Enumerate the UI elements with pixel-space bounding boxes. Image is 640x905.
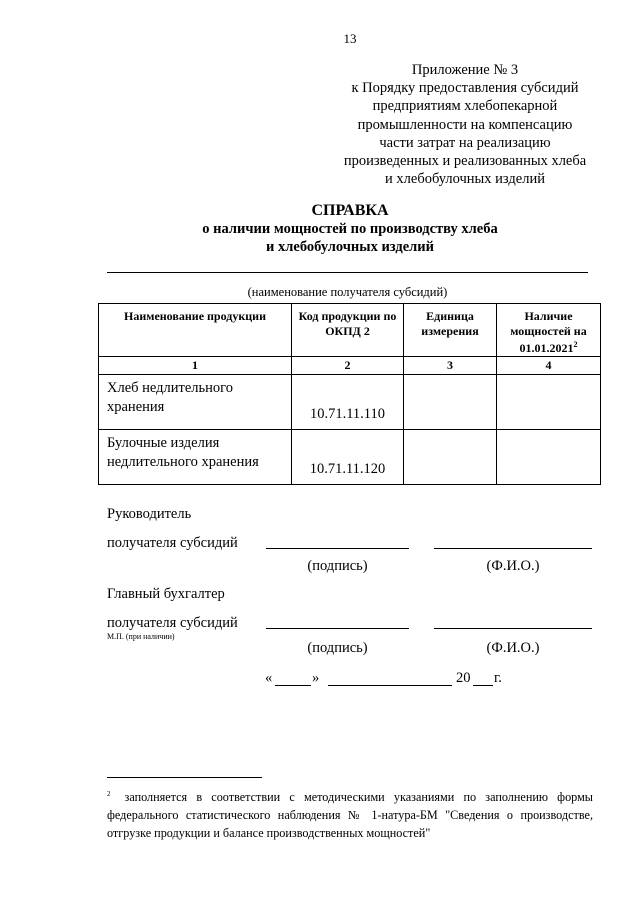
capacity-cell[interactable]: [497, 429, 601, 484]
head-recipient-label: получателя субсидий: [107, 535, 238, 551]
appendix-line: промышленности на компенсацию: [357, 116, 573, 133]
recipient-name-line[interactable]: [107, 272, 588, 273]
date-year-line[interactable]: [473, 685, 493, 686]
appendix-line: произведенных и реализованных хлеба: [343, 153, 587, 170]
product-name-cell: Булочные изделия недлительного хранения: [99, 429, 292, 484]
table-column-numbers-row: [99, 356, 601, 374]
date-year-prefix: 20: [456, 670, 471, 686]
header-capacity-text: Наличие мощностей на 01.01.2021: [510, 309, 587, 355]
appendix-header: [330, 61, 600, 188]
accountant-label: Главный бухгалтер: [107, 586, 225, 602]
appendix-line: предприятиям хлебопекарной: [372, 98, 558, 115]
accountant-recipient-label: получателя субсидий: [107, 615, 238, 631]
head-fio-line[interactable]: [434, 548, 592, 549]
capacity-cell[interactable]: [497, 374, 601, 429]
header-capacity: [497, 304, 601, 357]
date-year-suffix: г.: [494, 670, 502, 686]
appendix-line: Приложение № 3: [411, 62, 519, 78]
document-subtitle-line-1: о наличии мощностей по производству хлеба: [202, 221, 498, 237]
head-fio-caption: (Ф.И.О.): [486, 558, 540, 574]
column-number: 4: [497, 356, 601, 374]
table-header-row: [99, 304, 601, 357]
appendix-line: к Порядку предоставления субсидий: [351, 80, 579, 97]
head-label: Руководитель: [107, 506, 192, 522]
header-product-name: Наименование продукции: [99, 304, 292, 357]
capacity-table: [98, 303, 601, 485]
date-month-line[interactable]: [328, 685, 452, 686]
date-day-line[interactable]: [275, 685, 311, 686]
accountant-fio-line[interactable]: [434, 628, 592, 629]
footnote-mark: 2: [107, 790, 111, 798]
footnote-text: заполняется в соответствии с методическими указаниями по заполнению формы федерального статистического наблюдения № 1-натура-БМ "Сведения о производстве, отгрузке продукции и балансе производственных мощностей": [107, 790, 593, 841]
date-close-quote: »: [312, 670, 320, 686]
page-number: 13: [343, 31, 357, 46]
column-number: 2: [292, 356, 404, 374]
document-title: СПРАВКА: [311, 202, 389, 219]
appendix-line: части затрат на реализацию: [379, 134, 551, 151]
header-product-code: Код продукции по ОКПД 2: [292, 304, 404, 357]
date-open-quote: «: [265, 670, 273, 686]
table-row: [99, 374, 601, 429]
head-signature-caption: (подпись): [307, 558, 368, 574]
stamp-note: М.П. (при наличии): [107, 632, 175, 641]
header-unit: Единица измерения: [404, 304, 497, 357]
table-row: [99, 429, 601, 484]
footnote-mark: 2: [573, 340, 578, 349]
unit-cell[interactable]: [404, 429, 497, 484]
product-code-cell: 10.71.11.110: [292, 374, 404, 429]
accountant-fio-caption: (Ф.И.О.): [486, 640, 540, 656]
document-title-block: [80, 201, 620, 256]
unit-cell[interactable]: [404, 374, 497, 429]
appendix-line: и хлебобулочных изделий: [385, 171, 545, 188]
column-number: 1: [99, 356, 292, 374]
recipient-caption: (наименование получателя субсидий): [247, 285, 448, 299]
head-signature-line[interactable]: [266, 548, 409, 549]
product-name-cell: Хлеб недлительного хранения: [99, 374, 292, 429]
accountant-signature-line[interactable]: [266, 628, 409, 629]
footnote-separator: [107, 777, 262, 778]
product-code-cell: 10.71.11.120: [292, 429, 404, 484]
footnote: [107, 785, 593, 842]
column-number: 3: [404, 356, 497, 374]
accountant-signature-caption: (подпись): [307, 640, 368, 656]
document-subtitle-line-2: и хлебобулочных изделий: [266, 238, 434, 255]
